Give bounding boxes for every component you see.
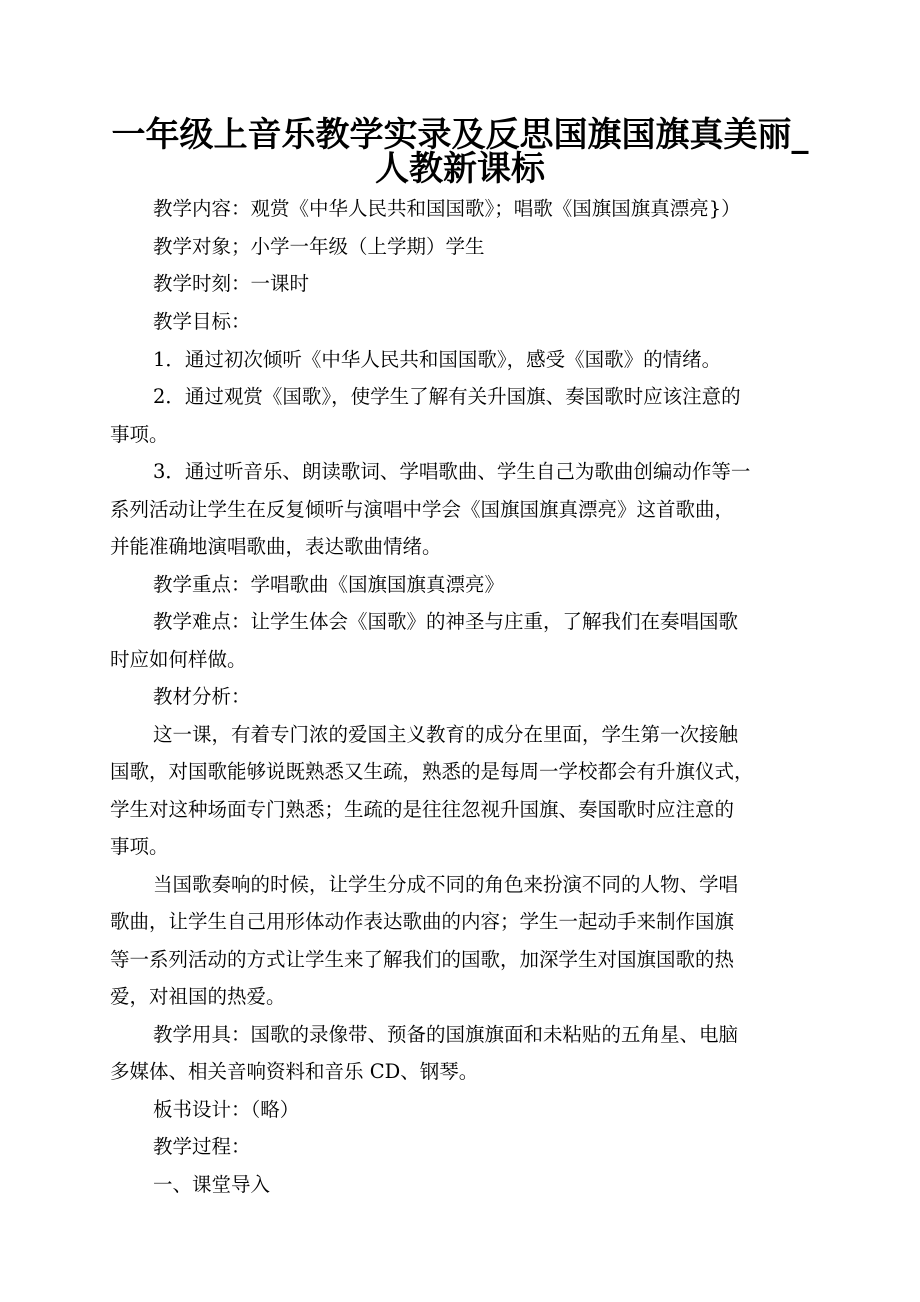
analysis-paragraph-1-line-4: 事项。 xyxy=(110,835,169,858)
goal-3-line-2: 系列活动让学生在反复倾听与演唱中学会《国旗国旗真漂亮》这首歌曲， xyxy=(110,498,735,521)
document-title-line-2: 人教新课标 xyxy=(375,149,545,189)
analysis-paragraph-2-line-3: 等一系列活动的方式让学生来了解我们的国歌，加深学生对国旗国歌的热 xyxy=(110,948,735,971)
teaching-content-line: 教学内容：观赏《中华人民共和国国歌》；唱歌《国旗国旗真漂亮}） xyxy=(153,197,741,220)
analysis-paragraph-2-line-4: 爱，对祖国的热爱。 xyxy=(110,985,286,1008)
teaching-tools-line-1: 教学用具：国歌的录像带、预备的国旗旗面和未粘贴的五角星、电脑 xyxy=(153,1023,739,1046)
document-title-line-1: 一年级上音乐教学实录及反思国旗国旗真美丽_ xyxy=(111,115,809,155)
teaching-object-line: 教学对象；小学一年级（上学期）学生 xyxy=(153,235,485,258)
analysis-paragraph-2-line-2: 歌曲，让学生自己用形体动作表达歌曲的内容；学生一起动手来制作国旗 xyxy=(110,910,735,933)
goal-1-line: 1．通过初次倾听《中华人民共和国国歌》，感受《国歌》的情绪。 xyxy=(153,348,722,371)
analysis-paragraph-1-line-2: 国歌，对国歌能够说既熟悉又生疏，熟悉的是每周一学校都会有升旗仪式， xyxy=(110,760,754,783)
goal-3-line-1: 3．通过听音乐、朗读歌词、学唱歌曲、学生自己为歌曲创编动作等一 xyxy=(153,460,751,483)
teaching-time-line: 教学时刻：一课时 xyxy=(153,272,310,295)
difficulty-line-2: 时应如何样做。 xyxy=(110,648,247,671)
analysis-paragraph-1-line-3: 学生对这种场面专门熟悉；生疏的是往往忽视升国旗、奏国歌时应注意的 xyxy=(110,798,735,821)
analysis-paragraph-2-line-1: 当国歌奏响的时候，让学生分成不同的角色来扮演不同的人物、学唱 xyxy=(153,873,739,896)
teaching-tools-line-2: 多媒体、相关音响资料和音乐 CD、钢琴。 xyxy=(110,1060,479,1083)
goal-2-line-1: 2．通过观赏《国歌》，使学生了解有关升国旗、奏国歌时应该注意的 xyxy=(153,385,741,408)
difficulty-line-1: 教学难点：让学生体会《国歌》的神圣与庄重，了解我们在奏唱国歌 xyxy=(153,610,739,633)
teaching-goals-heading: 教学目标： xyxy=(153,310,251,333)
class-introduction-heading: 一、课堂导入 xyxy=(153,1173,271,1196)
key-point-line: 教学重点：学唱歌曲《国旗国旗真漂亮》 xyxy=(153,573,505,596)
goal-3-line-3: 并能准确地演唱歌曲，表达歌曲情绪。 xyxy=(110,535,442,558)
analysis-paragraph-1-line-1: 这一课，有着专门浓的爱国主义教育的成分在里面，学生第一次接触 xyxy=(153,723,739,746)
teaching-process-heading: 教学过程： xyxy=(153,1135,251,1158)
goal-2-line-2: 事项。 xyxy=(110,423,169,446)
board-design-line: 板书设计：（略） xyxy=(153,1098,300,1121)
material-analysis-heading: 教材分析： xyxy=(153,685,251,708)
